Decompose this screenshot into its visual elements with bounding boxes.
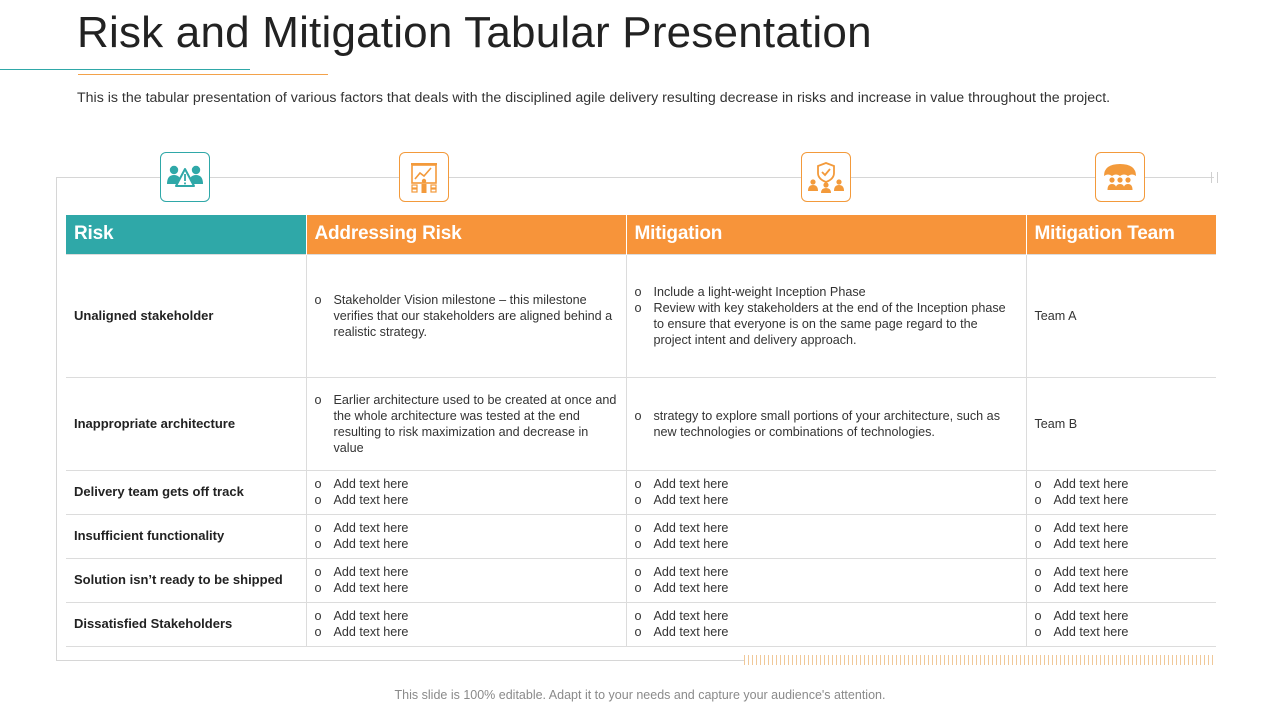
addressing-cell	[306, 377, 626, 470]
addressing-item: o Add text here	[315, 536, 618, 552]
risk-cell: Solution isn’t ready to be shipped	[66, 558, 306, 602]
header-mitigation-team: Mitigation Team	[1026, 215, 1216, 254]
addressing-item: o Add text here	[315, 476, 618, 492]
table-row	[66, 254, 1216, 377]
team-item: o Add text here	[1035, 536, 1209, 552]
team-item: o Add text here	[1035, 564, 1209, 580]
table-row	[66, 602, 1216, 646]
mitigation-item: o Add text here	[635, 624, 1018, 640]
mitigation-cell	[626, 602, 1026, 646]
addressing-item: o Add text here	[315, 624, 618, 640]
team-umbrella-icon	[1095, 152, 1145, 202]
team-cell: Team B	[1026, 377, 1216, 470]
addressing-item: o Add text here	[315, 564, 618, 580]
team-item: o Add text here	[1035, 520, 1209, 536]
title-underline-orange	[78, 74, 328, 75]
addressing-item: o Add text here	[315, 492, 618, 508]
risk-cell: Delivery team gets off track	[66, 470, 306, 514]
team-cell	[1026, 558, 1216, 602]
risk-cell: Inappropriate architecture	[66, 377, 306, 470]
title-underline-teal	[0, 69, 250, 70]
shield-team-icon	[801, 152, 851, 202]
table-row	[66, 514, 1216, 558]
addressing-cell	[306, 558, 626, 602]
mitigation-item: o Add text here	[635, 492, 1018, 508]
addressing-cell	[306, 514, 626, 558]
team-item: o Add text here	[1035, 624, 1209, 640]
mitigation-item: o Include a light-weight Inception Phase	[635, 284, 1018, 300]
frame-bottom-line	[56, 660, 744, 661]
mitigation-item: o Add text here	[635, 564, 1018, 580]
mitigation-cell	[626, 514, 1026, 558]
addressing-item: o Earlier architecture used to be created at once and the whole architecture was tested at the end resulting to risk maximization and decrease in value	[315, 392, 618, 456]
mitigation-cell	[626, 558, 1026, 602]
addressing-item: o Stakeholder Vision milestone – this milestone verifies that our stakeholders are aligned behind a realistic strategy.	[315, 292, 618, 340]
frame-end-cap	[1211, 172, 1218, 183]
table-row	[66, 377, 1216, 470]
frame-left-line	[56, 177, 57, 661]
team-cell	[1026, 470, 1216, 514]
addressing-cell	[306, 254, 626, 377]
addressing-item: o Add text here	[315, 580, 618, 596]
planning-chart-icon	[399, 152, 449, 202]
mitigation-item: o Review with key stakeholders at the end of the Inception phase to ensure that everyone is on the same page regard to the project intent and delivery approach.	[635, 300, 1018, 348]
addressing-item: o Add text here	[315, 520, 618, 536]
mitigation-cell	[626, 377, 1026, 470]
addressing-cell	[306, 602, 626, 646]
team-item: o Add text here	[1035, 476, 1209, 492]
table-row	[66, 558, 1216, 602]
risk-cell: Insufficient functionality	[66, 514, 306, 558]
team-item: o Add text here	[1035, 608, 1209, 624]
mitigation-item: o Add text here	[635, 580, 1018, 596]
team-cell	[1026, 602, 1216, 646]
risk-cell: Dissatisfied Stakeholders	[66, 602, 306, 646]
header-addressing-risk: Addressing Risk	[306, 215, 626, 254]
table-header-row	[66, 215, 1216, 254]
mitigation-item: o strategy to explore small portions of your architecture, such as new technologies or combinations of technologies.	[635, 408, 1018, 440]
mitigation-cell	[626, 470, 1026, 514]
frame-top-line	[56, 177, 1214, 178]
team-item: o Add text here	[1035, 580, 1209, 596]
page-subtitle: This is the tabular presentation of various factors that deals with the disciplined agile delivery resulting decrease in risks and increase in value throughout the project.	[77, 90, 1111, 106]
header-mitigation: Mitigation	[626, 215, 1026, 254]
table-row	[66, 470, 1216, 514]
mitigation-cell	[626, 254, 1026, 377]
header-risk: Risk	[66, 215, 306, 254]
team-item: o Add text here	[1035, 492, 1209, 508]
decorative-hatch	[744, 655, 1214, 665]
addressing-item: o Add text here	[315, 608, 618, 624]
page-title: Risk and Mitigation Tabular Presentation	[77, 8, 872, 57]
risk-cell: Unaligned stakeholder	[66, 254, 306, 377]
mitigation-item: o Add text here	[635, 520, 1018, 536]
team-cell	[1026, 514, 1216, 558]
team-cell: Team A	[1026, 254, 1216, 377]
mitigation-item: o Add text here	[635, 608, 1018, 624]
risk-mitigation-table	[66, 215, 1216, 647]
mitigation-item: o Add text here	[635, 476, 1018, 492]
addressing-cell	[306, 470, 626, 514]
footer-note: This slide is 100% editable. Adapt it to your needs and capture your audience's attention.	[394, 688, 886, 702]
stakeholder-risk-icon	[160, 152, 210, 202]
mitigation-item: o Add text here	[635, 536, 1018, 552]
